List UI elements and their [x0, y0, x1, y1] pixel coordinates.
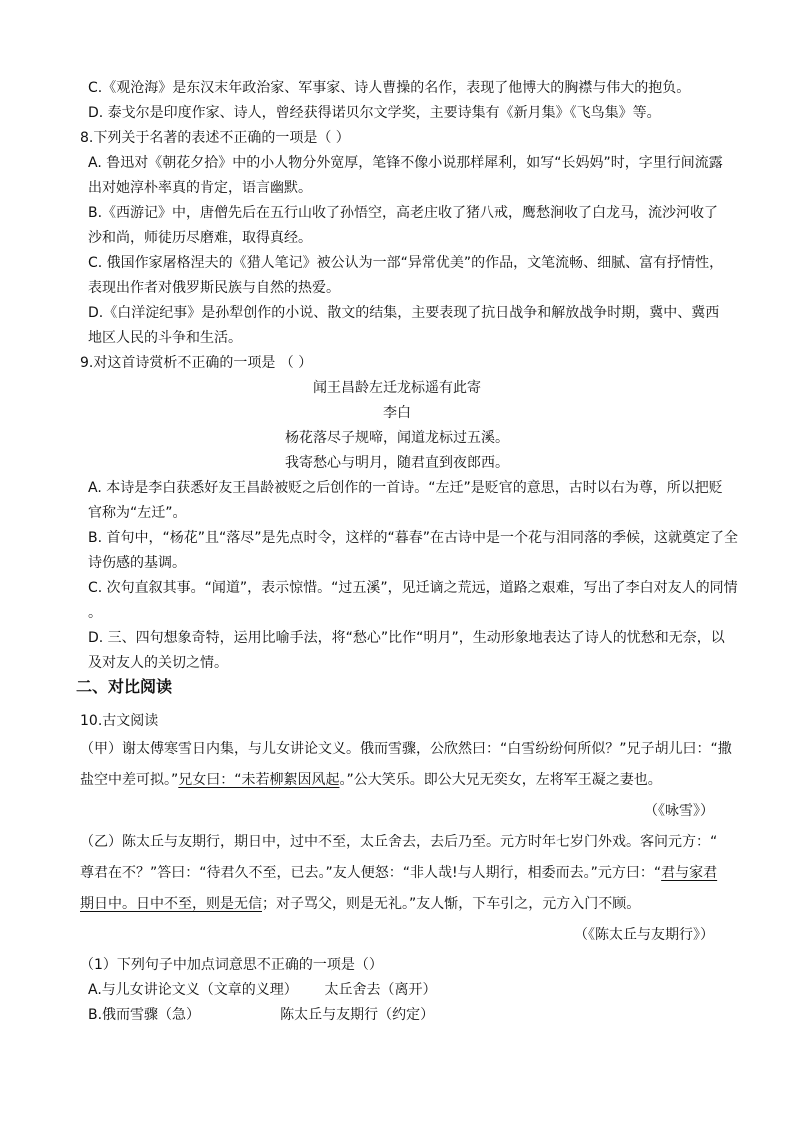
- yi-underlined-text-1: 君与家君: [661, 865, 718, 881]
- passage-yi-line2: [80, 864, 717, 882]
- question-9: 9.对这首诗赏析不正确的一项是 （ ）: [80, 355, 313, 371]
- q8-option-a-line1: A. 鲁迅对《朝花夕拾》中的小人物分外宽厚，笔锋不像小说那样犀利，如写“长妈妈”时，字里行间流露: [88, 155, 723, 171]
- passage-jia-source: （《咏雪》）: [644, 803, 714, 819]
- passage-jia-line2: [80, 771, 662, 789]
- yi-underlined-text-2: 期日中。日中不至，则是无信: [80, 896, 262, 912]
- q9-option-d-line1: D. 三、四句想象奇特，运用比喻手法，将“愁心”比作“明月”，生动形象地表达了诗人的忧愁和无奈，以: [88, 630, 725, 646]
- q9-option-b-line1: B. 首句中，“杨花”且“落尽”是先点时令，这样的“暮春”在古诗中是一个花与泪同落的季候，这就奠定了全: [88, 530, 739, 546]
- question-8: 8.下列关于名著的表述不正确的一项是（ ）: [80, 130, 350, 146]
- passage-yi-line1: （乙）陈太丘与友期行，期日中，过中不至，太丘舍去，去后乃至。元方时年七岁门外戏。客问元方：“: [80, 834, 718, 850]
- q9-option-c-line1: C. 次句直叙其事。“闻道”，表示惊惜。“过五溪”，见迁谪之荒远，道路之艰难，写出了李白对友人的同情: [88, 580, 738, 596]
- yi-line2-text: 尊君在不？”答曰：“待君久不至，已去。”友人便怒：“非人哉!与人期行，相委而去。”元方曰：“: [80, 865, 662, 881]
- q8-option-c-line1: C. 俄国作家屠格涅夫的《猎人笔记》被公认为一部“异常优美”的作品，文笔流畅、细腻、富有抒情性，: [88, 255, 724, 271]
- q9-option-c-line2: 。: [88, 605, 102, 621]
- q8-option-d-line1: D.《白洋淀纪事》是孙犁创作的小说、散文的结集，主要表现了抗日战争和解放战争时期，冀中、冀西: [88, 305, 720, 321]
- q9-option-d-line2: 及对友人的关切之情。: [88, 655, 228, 671]
- yi-line3-rest: ；对子骂父，则是无礼。”友人惭，下车引之，元方入门不顾。: [262, 896, 641, 912]
- passage-yi-line3: [80, 895, 640, 913]
- sub-question-1-option-a: A.与儿女讲论文义（文章的义理） 太丘舍去（离开）: [88, 982, 437, 998]
- question-10: 10.古文阅读: [80, 713, 159, 729]
- poem-author: 李白: [383, 405, 411, 421]
- q7-option-d: D. 泰戈尔是印度作家、诗人，曾经获得诺贝尔文学奖，主要诗集有《新月集》《飞鸟集》等。: [88, 105, 661, 121]
- q7-option-c: C.《观沧海》是东汉末年政治家、军事家、诗人曹操的名作，表现了他博大的胸襟与伟大的抱负。: [88, 80, 691, 96]
- q8-option-d-line2: 地区人民的斗争和生活。: [88, 330, 242, 346]
- jia-underlined-text: 兄女曰：“未若柳絮因风起: [178, 772, 340, 788]
- jia-line2-text: 盐空中差可拟。”: [80, 772, 179, 788]
- q9-option-a-line2: 官称为“左迁”。: [88, 505, 187, 521]
- passage-jia-line1: （甲）谢太傅寒雪日内集，与儿女讲论文义。俄而雪骤，公欣然曰：“白雪纷纷何所似？”兄子胡儿曰：“撒: [80, 741, 732, 757]
- passage-yi-source: （《陈太丘与友期行》）: [574, 927, 714, 943]
- q8-option-c-line2: 表现出作者对俄罗斯民族与自然的热爱。: [88, 280, 340, 296]
- jia-line2-rest: 。”公大笑乐。即公大兄无奕女，左将军王凝之妻也。: [339, 772, 662, 788]
- q8-option-b-line2: 沙和尚，师徒历尽磨难，取得真经。: [88, 230, 312, 246]
- section-heading: 二、对比阅读: [76, 677, 173, 696]
- sub-question-1: （1）下列句子中加点词意思不正确的一项是（）: [80, 957, 383, 973]
- sub-question-1-option-b: B.俄而雪骤（急） 陈太丘与友期行（约定）: [88, 1007, 435, 1023]
- q9-option-b-line2: 诗伤感的基调。: [88, 555, 186, 571]
- q8-option-b-line1: B.《西游记》中，唐僧先后在五行山收了孙悟空，高老庄收了猪八戒，鹰愁涧收了白龙马，流沙河收了: [88, 205, 719, 221]
- poem-title: 闻王昌龄左迁龙标遥有此寄: [313, 380, 481, 396]
- poem-line-2: 我寄愁心与明月，随君直到夜郎西。: [285, 455, 509, 471]
- q9-option-a-line1: A. 本诗是李白获悉好友王昌龄被贬之后创作的一首诗。“左迁”是贬官的意思，古时以右为尊，所以把贬: [88, 480, 723, 496]
- poem-line-1: 杨花落尽子规啼，闻道龙标过五溪。: [285, 430, 509, 446]
- q8-option-a-line2: 出对她淳朴率真的肯定，语言幽默。: [88, 180, 312, 196]
